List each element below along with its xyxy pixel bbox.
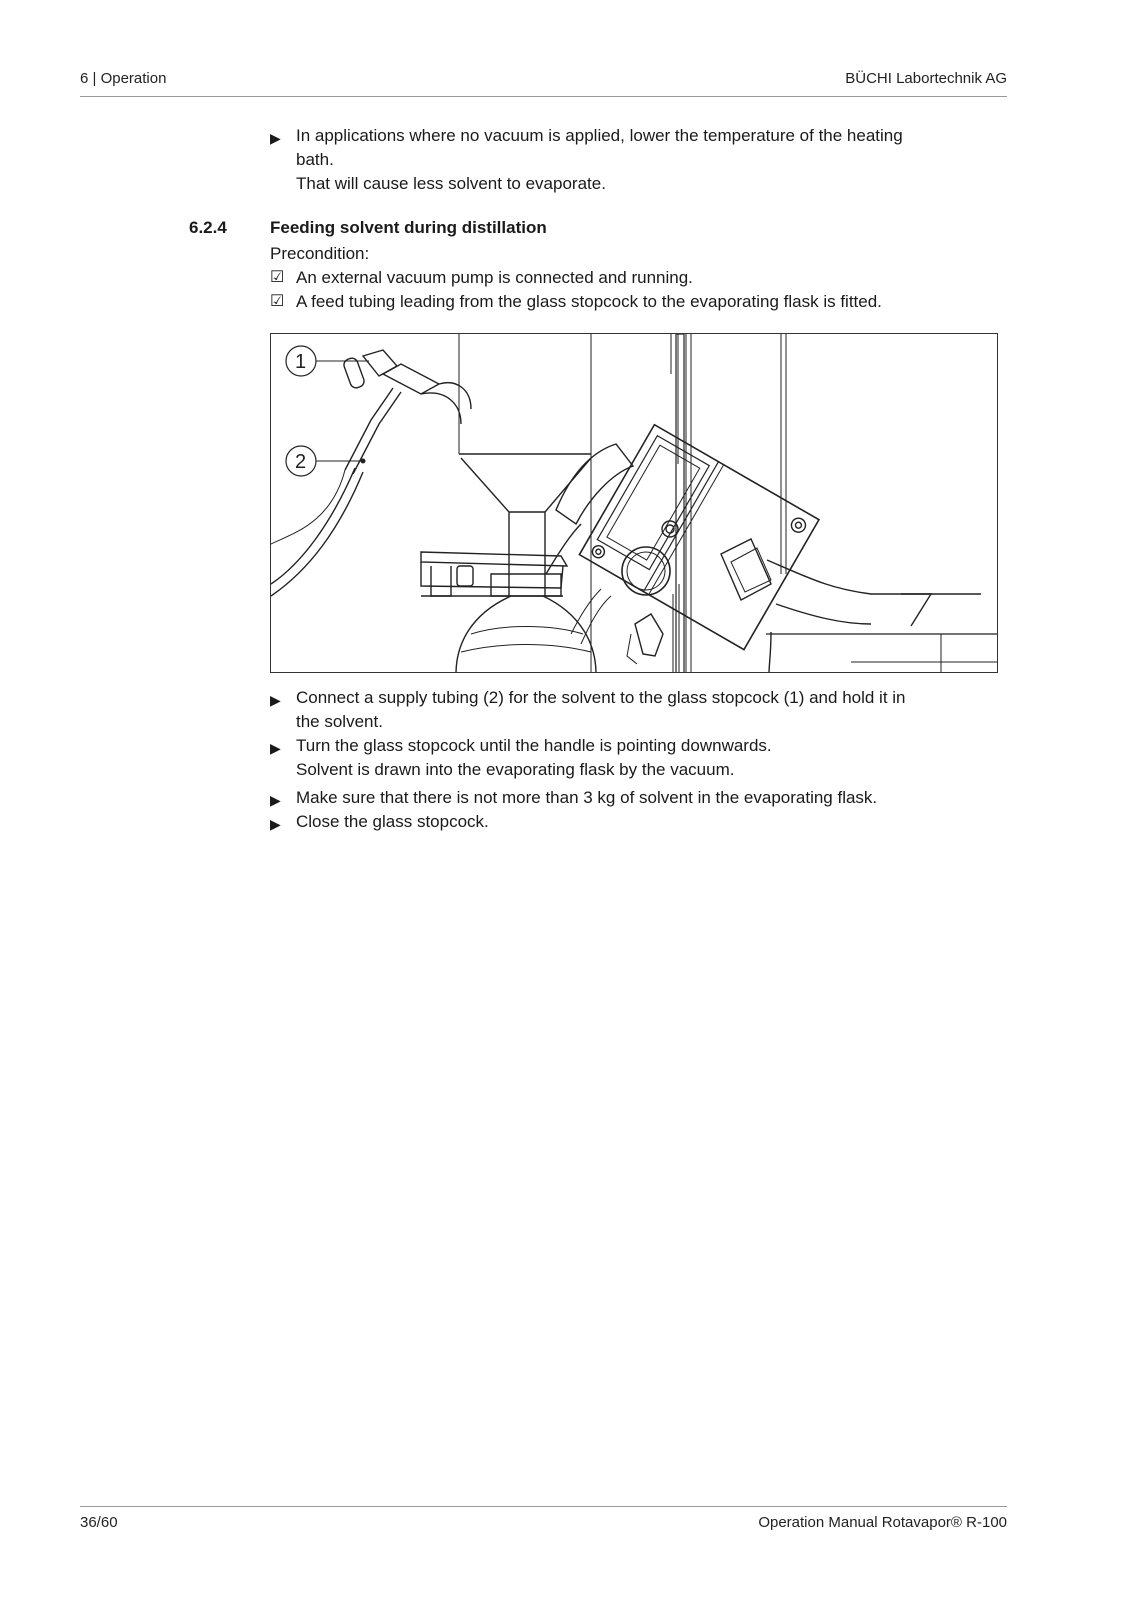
header-company: BÜCHI Labortechnik AG: [845, 70, 1007, 87]
section-number: 6.2.4: [189, 218, 227, 237]
intro-bullet-line1: In applications where no vacuum is applied, lower the temperature of the heating: [296, 126, 903, 145]
callout-1: 1: [295, 351, 307, 373]
bullet-icon: ▶: [270, 816, 281, 832]
callout-2: 2: [295, 451, 307, 473]
precondition-item: An external vacuum pump is connected and running.: [296, 268, 693, 287]
bullet-icon: ▶: [270, 792, 281, 808]
page-number: 36/60: [80, 1514, 118, 1531]
step-1-line1: Connect a supply tubing (2) for the solvent to the glass stopcock (1) and hold it in: [296, 688, 906, 707]
step-1-line2: the solvent.: [296, 712, 383, 731]
header-rule: [80, 96, 1007, 97]
step-2-line1: Turn the glass stopcock until the handle is pointing downwards.: [296, 736, 772, 755]
bullet-icon: ▶: [270, 740, 281, 756]
bullet-icon: ▶: [270, 130, 281, 146]
step-4-line1: Close the glass stopcock.: [296, 812, 489, 831]
intro-result: That will cause less solvent to evaporate.: [296, 174, 606, 193]
step-3-line1: Make sure that there is not more than 3 kg of solvent in the evaporating flask.: [296, 788, 878, 807]
section-title: Feeding solvent during distillation: [270, 218, 547, 237]
checkbox-icon: ☑: [270, 293, 285, 310]
footer-rule: [80, 1506, 1007, 1507]
rotavapor-illustration: [270, 333, 998, 673]
bullet-icon: ▶: [270, 692, 281, 708]
precondition-label: Precondition:: [270, 244, 370, 263]
footer-manual-title: Operation Manual Rotavapor® R-100: [758, 1514, 1007, 1531]
header-chapter: 6 | Operation: [80, 70, 167, 87]
intro-bullet-line2: bath.: [296, 150, 334, 169]
step-2-result: Solvent is drawn into the evaporating flask by the vacuum.: [296, 760, 735, 779]
checkbox-icon: ☑: [270, 269, 285, 286]
precondition-item: A feed tubing leading from the glass stopcock to the evaporating flask is fitted.: [296, 292, 882, 311]
